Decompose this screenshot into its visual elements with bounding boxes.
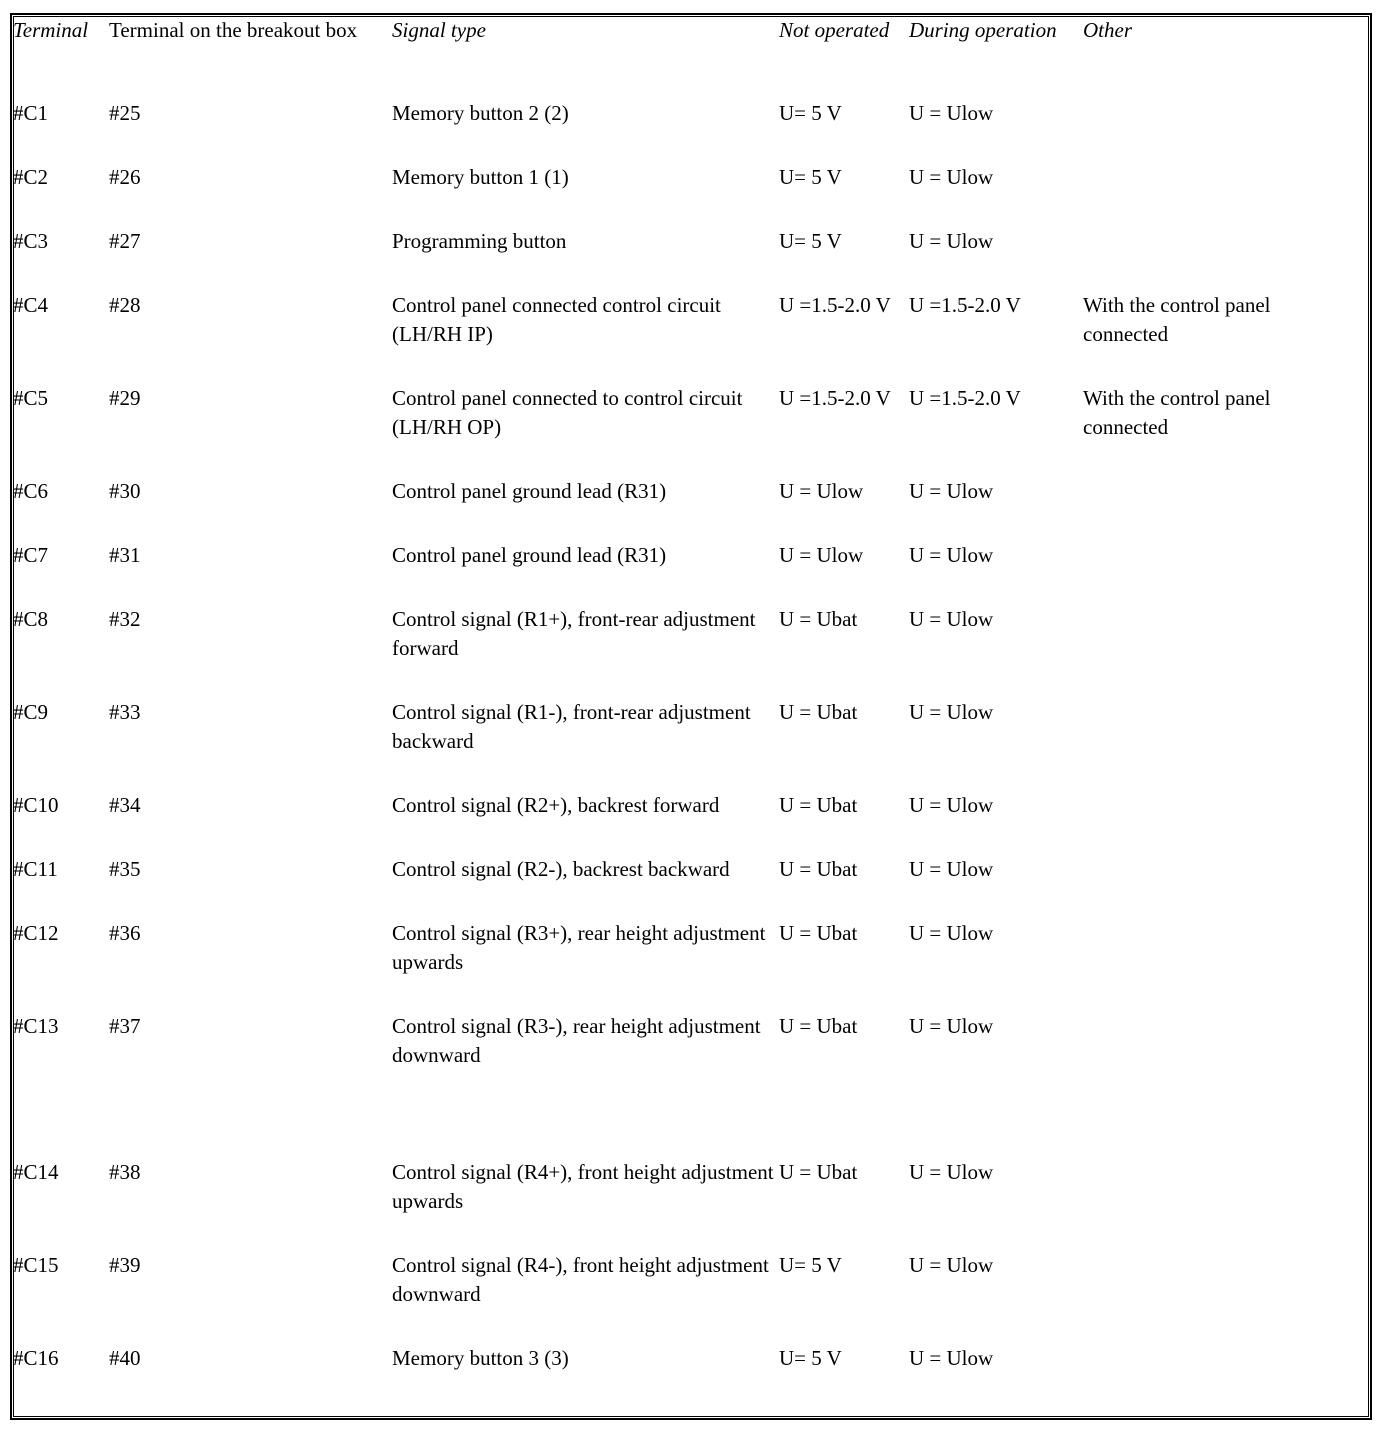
cell-not-operated: U = Ulow bbox=[779, 543, 864, 567]
cell-breakout-box: #35 bbox=[109, 857, 141, 881]
cell-signal-type: Control signal (R4+), front height adjustment upwards bbox=[392, 1160, 774, 1213]
cell-signal-type: Control signal (R1-), front-rear adjustment backward bbox=[392, 700, 751, 753]
header-signal-type: Signal type bbox=[392, 18, 486, 42]
cell-breakout-box: #37 bbox=[109, 1014, 141, 1038]
cell-other bbox=[1083, 698, 1353, 791]
cell-other bbox=[1083, 855, 1353, 919]
cell-breakout-box: #32 bbox=[109, 607, 141, 631]
cell-terminal: #C2 bbox=[13, 165, 49, 189]
cell-not-operated: U =1.5-2.0 V bbox=[779, 386, 891, 410]
table-row bbox=[13, 698, 1353, 791]
cell-other bbox=[1083, 1012, 1353, 1158]
cell-terminal: #C7 bbox=[13, 543, 49, 567]
cell-during-operation: U = Ulow bbox=[909, 1253, 994, 1277]
table-row bbox=[13, 99, 1353, 163]
table-row bbox=[13, 384, 1353, 477]
cell-other bbox=[1083, 1251, 1353, 1344]
cell-during-operation: U =1.5-2.0 V bbox=[909, 293, 1021, 317]
cell-breakout-box: #28 bbox=[109, 293, 141, 317]
cell-other bbox=[1083, 227, 1353, 291]
cell-other bbox=[1083, 163, 1353, 227]
cell-signal-type: Control signal (R1+), front-rear adjustment forward bbox=[392, 607, 756, 660]
cell-terminal: #C4 bbox=[13, 293, 49, 317]
header-terminal: Terminal bbox=[13, 18, 89, 42]
cell-terminal: #C15 bbox=[13, 1253, 59, 1277]
cell-not-operated: U = Ulow bbox=[779, 479, 864, 503]
cell-during-operation: U = Ulow bbox=[909, 1014, 994, 1038]
cell-breakout-box: #33 bbox=[109, 700, 141, 724]
header-during-operation: During operation bbox=[909, 18, 1057, 42]
cell-other bbox=[1083, 99, 1353, 163]
cell-signal-type: Memory button 3 (3) bbox=[392, 1346, 569, 1370]
cell-during-operation: U = Ulow bbox=[909, 1160, 994, 1184]
table-header-row bbox=[13, 16, 1353, 99]
header-other: Other bbox=[1083, 18, 1132, 42]
header-not-operated: Not operated bbox=[779, 18, 890, 42]
cell-other bbox=[1083, 477, 1353, 541]
cell-other bbox=[1083, 605, 1353, 698]
cell-terminal: #C5 bbox=[13, 386, 49, 410]
cell-signal-type: Programming button bbox=[392, 229, 567, 253]
cell-breakout-box: #40 bbox=[109, 1346, 141, 1370]
cell-during-operation: U = Ulow bbox=[909, 229, 994, 253]
table-row bbox=[13, 541, 1353, 605]
table-row bbox=[13, 291, 1353, 384]
table-row bbox=[13, 791, 1353, 855]
cell-other bbox=[1083, 1158, 1353, 1251]
cell-other: With the control panel connected bbox=[1083, 386, 1271, 439]
cell-not-operated: U= 5 V bbox=[779, 101, 842, 125]
cell-breakout-box: #34 bbox=[109, 793, 141, 817]
table-row bbox=[13, 1158, 1353, 1251]
cell-signal-type: Control panel ground lead (R31) bbox=[392, 543, 667, 567]
cell-not-operated: U= 5 V bbox=[779, 165, 842, 189]
cell-during-operation: U = Ulow bbox=[909, 793, 994, 817]
table-row bbox=[13, 163, 1353, 227]
cell-terminal: #C3 bbox=[13, 229, 49, 253]
cell-breakout-box: #25 bbox=[109, 101, 141, 125]
cell-other bbox=[1083, 541, 1353, 605]
cell-signal-type: Memory button 1 (1) bbox=[392, 165, 569, 189]
cell-signal-type: Control signal (R4-), front height adjustment downward bbox=[392, 1253, 769, 1306]
cell-signal-type: Control signal (R3-), rear height adjustment downward bbox=[392, 1014, 761, 1067]
cell-signal-type: Control signal (R2-), backrest backward bbox=[392, 857, 730, 881]
table-row bbox=[13, 1012, 1353, 1158]
cell-breakout-box: #31 bbox=[109, 543, 141, 567]
table-row bbox=[13, 605, 1353, 698]
cell-signal-type: Control signal (R3+), rear height adjustment upwards bbox=[392, 921, 766, 974]
cell-other bbox=[1083, 1344, 1353, 1408]
table-row bbox=[13, 477, 1353, 541]
cell-terminal: #C13 bbox=[13, 1014, 59, 1038]
cell-breakout-box: #27 bbox=[109, 229, 141, 253]
cell-breakout-box: #29 bbox=[109, 386, 141, 410]
cell-not-operated: U= 5 V bbox=[779, 1346, 842, 1370]
cell-breakout-box: #39 bbox=[109, 1253, 141, 1277]
cell-terminal: #C9 bbox=[13, 700, 49, 724]
cell-breakout-box: #26 bbox=[109, 165, 141, 189]
cell-terminal: #C6 bbox=[13, 479, 49, 503]
cell-other: With the control panel connected bbox=[1083, 293, 1271, 346]
cell-signal-type: Control panel connected control circuit (LH/RH IP) bbox=[392, 293, 721, 346]
cell-not-operated: U = Ubat bbox=[779, 1160, 858, 1184]
cell-terminal: #C16 bbox=[13, 1346, 59, 1370]
cell-signal-type: Control signal (R2+), backrest forward bbox=[392, 793, 720, 817]
cell-terminal: #C8 bbox=[13, 607, 49, 631]
cell-during-operation: U = Ulow bbox=[909, 921, 994, 945]
cell-not-operated: U = Ubat bbox=[779, 607, 858, 631]
cell-terminal: #C12 bbox=[13, 921, 59, 945]
cell-during-operation: U = Ulow bbox=[909, 607, 994, 631]
cell-terminal: #C14 bbox=[13, 1160, 59, 1184]
cell-not-operated: U= 5 V bbox=[779, 229, 842, 253]
table-row bbox=[13, 1344, 1353, 1408]
cell-not-operated: U = Ubat bbox=[779, 921, 858, 945]
header-breakout-box: Terminal on the breakout box bbox=[109, 18, 358, 42]
cell-breakout-box: #36 bbox=[109, 921, 141, 945]
cell-during-operation: U = Ulow bbox=[909, 479, 994, 503]
cell-not-operated: U = Ubat bbox=[779, 793, 858, 817]
cell-during-operation: U = Ulow bbox=[909, 700, 994, 724]
cell-terminal: #C10 bbox=[13, 793, 59, 817]
cell-not-operated: U= 5 V bbox=[779, 1253, 842, 1277]
cell-during-operation: U = Ulow bbox=[909, 101, 994, 125]
cell-during-operation: U = Ulow bbox=[909, 543, 994, 567]
cell-signal-type: Memory button 2 (2) bbox=[392, 101, 569, 125]
table-row bbox=[13, 1251, 1353, 1344]
table-row bbox=[13, 919, 1353, 1012]
signal-table bbox=[13, 16, 1353, 1408]
cell-during-operation: U = Ulow bbox=[909, 857, 994, 881]
cell-breakout-box: #30 bbox=[109, 479, 141, 503]
cell-signal-type: Control panel connected to control circuit (LH/RH OP) bbox=[392, 386, 743, 439]
cell-not-operated: U = Ubat bbox=[779, 1014, 858, 1038]
cell-during-operation: U =1.5-2.0 V bbox=[909, 386, 1021, 410]
cell-other bbox=[1083, 791, 1353, 855]
table-row bbox=[13, 855, 1353, 919]
cell-breakout-box: #38 bbox=[109, 1160, 141, 1184]
cell-signal-type: Control panel ground lead (R31) bbox=[392, 479, 667, 503]
cell-not-operated: U = Ubat bbox=[779, 857, 858, 881]
cell-during-operation: U = Ulow bbox=[909, 1346, 994, 1370]
cell-terminal: #C1 bbox=[13, 101, 49, 125]
cell-not-operated: U = Ubat bbox=[779, 700, 858, 724]
cell-other bbox=[1083, 919, 1353, 1012]
cell-not-operated: U =1.5-2.0 V bbox=[779, 293, 891, 317]
cell-during-operation: U = Ulow bbox=[909, 165, 994, 189]
cell-terminal: #C11 bbox=[13, 857, 58, 881]
table-row bbox=[13, 227, 1353, 291]
